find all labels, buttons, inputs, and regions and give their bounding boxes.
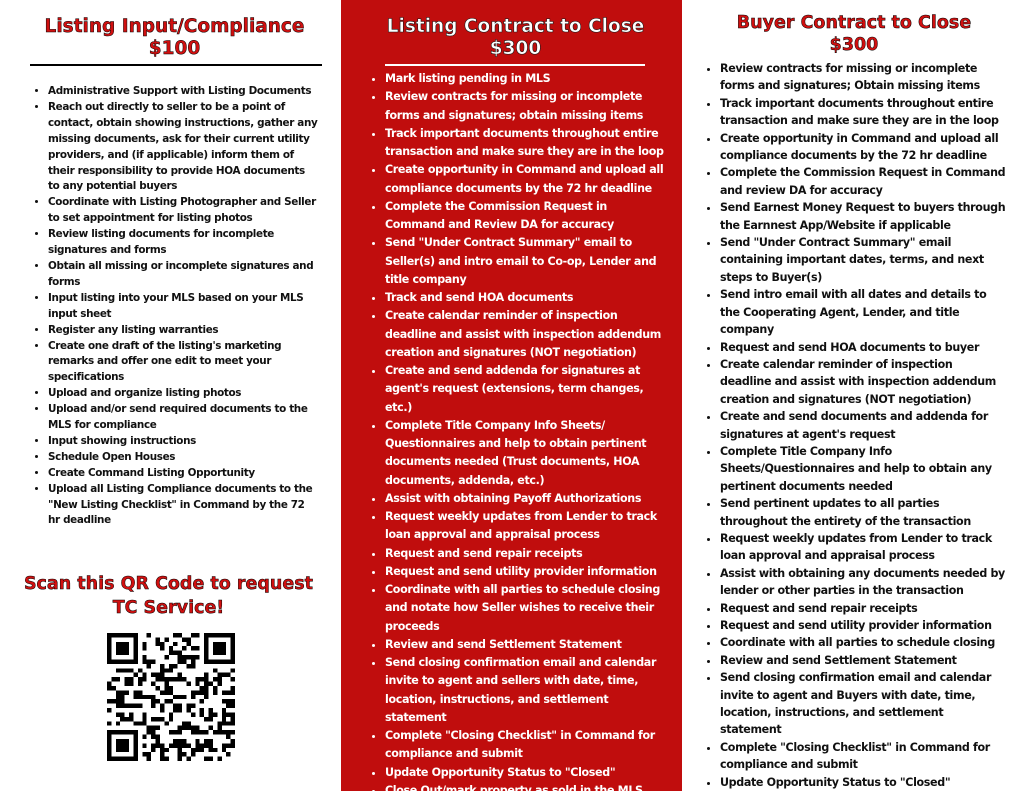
listing-contract-price: $300	[489, 38, 542, 59]
list-item: • Request and send utility provider information	[720, 617, 1006, 634]
list-item: • Complete the Commission Request in Command and review DA for accuracy	[720, 164, 1006, 199]
list-item: • Request weekly updates from Lender to track loan approval and appraisal process	[385, 508, 664, 545]
list-item: • Create opportunity in Command and upload all compliance documents by the 72 hr deadline	[385, 161, 664, 198]
list-item: • Track important documents throughout entire transaction and make sure they are in the loop	[385, 125, 664, 162]
list-item: • Track and send HOA documents	[385, 289, 664, 307]
list-item: • Review contracts for missing or incomplete forms and signatures; obtain missing items	[385, 88, 664, 125]
list-item: • Coordinate with all parties to schedule closing and notate how Seller wishes to receive their proceeds	[385, 581, 664, 636]
list-item: • Create calendar reminder of inspection deadline and assist with inspection addendum creation and signatures (NOT negotiation)	[720, 356, 1006, 408]
list-item: • Request and send repair receipts	[720, 600, 1006, 617]
buyer-contract-column	[682, 0, 1024, 791]
list-item: • Request weekly updates from Lender to track loan approval and appraisal process	[720, 530, 1006, 565]
list-item: • Review contracts for missing or incomplete forms and signatures; Obtain missing items	[720, 60, 1006, 95]
listing-input-list	[30, 84, 319, 529]
list-item: • Input listing into your MLS based on your MLS input sheet	[48, 291, 319, 323]
list-item: • Complete "Closing Checklist" in Command for compliance and submit	[720, 739, 1006, 774]
list-item: • Upload and organize listing photos	[48, 386, 319, 402]
list-item: • Mark listing pending in MLS	[385, 70, 664, 88]
list-item: • Register any listing warranties	[48, 323, 319, 339]
list-item: • Coordinate with all parties to schedule closing	[720, 634, 1006, 651]
list-item: • Send "Under Contract Summary" email containing important dates, terms, and next steps to Buyer(s)	[720, 234, 1006, 286]
list-item: • Send pertinent updates to all parties throughout the entirety of the transaction	[720, 495, 1006, 530]
list-item: • Request and send HOA documents to buyer	[720, 339, 1006, 356]
listing-contract-column	[341, 0, 682, 797]
list-item: • Obtain all missing or incomplete signatures and forms	[48, 259, 319, 291]
list-item: • Administrative Support with Listing Documents	[48, 84, 319, 100]
list-item: • Track important documents throughout entire transaction and make sure they are in the loop	[720, 95, 1006, 130]
listing-input-price: $100	[148, 38, 201, 59]
list-item: • Send intro email with all dates and details to the Cooperating Agent, Lender, and title company	[720, 286, 1006, 338]
buyer-contract-price: $300	[829, 35, 879, 55]
list-item: • Create Command Listing Opportunity	[48, 466, 319, 482]
list-item: • Review listing documents for incomplete signatures and forms	[48, 227, 319, 259]
list-item: • Review and send Settlement Statement	[385, 636, 664, 654]
list-item: • Input showing instructions	[48, 434, 319, 450]
list-item: • Close Out/mark property as sold in the MLS	[385, 782, 664, 800]
list-item: • Update Opportunity Status to "Closed"	[720, 774, 1006, 791]
list-item: • Complete Title Company Info Sheets/ Questionnaires and help to obtain pertinent documents needed (Trust documents, HOA documents, addenda, etc.)	[385, 417, 664, 490]
buyer-contract-list	[702, 60, 1006, 791]
list-item: • Upload all Listing Compliance documents to the "New Listing Checklist" in Command by the 72 hr deadline	[48, 482, 319, 530]
list-item: • Reach out directly to seller to be a point of contact, obtain showing instructions, gather any missing documents, ask for their current utility providers, and (if applicable) inform them of their responsibility to provide HOA documents to any potential buyers	[48, 100, 319, 195]
list-item: • Complete the Commission Request in Command and Review DA for accuracy	[385, 198, 664, 235]
list-item: • Coordinate with Listing Photographer and Seller to set appointment for listing photos	[48, 195, 319, 227]
listing-contract-list	[367, 70, 664, 800]
buyer-contract-title: Buyer Contract to Close	[736, 13, 972, 33]
qr-caption: Scan this QR Code to request TC Service!	[23, 574, 314, 618]
list-item: • Send Earnest Money Request to buyers through the Earnnest App/Website if applicable	[720, 199, 1006, 234]
listing-contract-title: Listing Contract to Close	[386, 16, 645, 37]
list-item: • Assist with obtaining any documents needed by lender or other parties in the transaction	[720, 565, 1006, 600]
list-item: • Update Opportunity Status to "Closed"	[385, 764, 664, 782]
buyer-contract-heading	[702, 12, 1006, 56]
list-item: • Create opportunity in Command and upload all compliance documents by the 72 hr deadline	[720, 130, 1006, 165]
list-item: • Complete "Closing Checklist" in Command for compliance and submit	[385, 727, 664, 764]
list-item: • Request and send repair receipts	[385, 545, 664, 563]
listing-input-heading	[30, 16, 319, 60]
listing-input-title: Listing Input/Compliance	[44, 16, 305, 37]
listing-input-divider	[30, 64, 322, 66]
list-item: • Upload and/or send required documents to the MLS for compliance	[48, 402, 319, 434]
qr-code-icon[interactable]	[107, 633, 235, 761]
list-item: • Send closing confirmation email and calendar invite to agent and sellers with date, time, location, instructions, and settlement statement	[385, 654, 664, 727]
list-item: • Request and send utility provider information	[385, 563, 664, 581]
listing-input-column	[0, 0, 341, 791]
list-item: • Create calendar reminder of inspection deadline and assist with inspection addendum creation and signatures (NOT negotiation)	[385, 307, 664, 362]
list-item: • Schedule Open Houses	[48, 450, 319, 466]
list-item: • Review and send Settlement Statement	[720, 652, 1006, 669]
listing-contract-divider	[385, 64, 645, 66]
listing-contract-heading	[367, 16, 664, 60]
list-item: • Create one draft of the listing's marketing remarks and offer one edit to meet your specifications	[48, 339, 319, 387]
list-item: • Send "Under Contract Summary" email to Seller(s) and intro email to Co-op, Lender and title company	[385, 234, 664, 289]
list-item: • Create and send documents and addenda for signatures at agent's request	[720, 408, 1006, 443]
list-item: • Send closing confirmation email and calendar invite to agent and Buyers with date, time, location, instructions, and settlement statement	[720, 669, 1006, 739]
list-item: • Create and send addenda for signatures at agent's request (extensions, term changes, etc.)	[385, 362, 664, 417]
list-item: • Complete Title Company Info Sheets/Questionnaires and help to obtain any pertinent documents needed	[720, 443, 1006, 495]
list-item: • Assist with obtaining Payoff Authorizations	[385, 490, 664, 508]
